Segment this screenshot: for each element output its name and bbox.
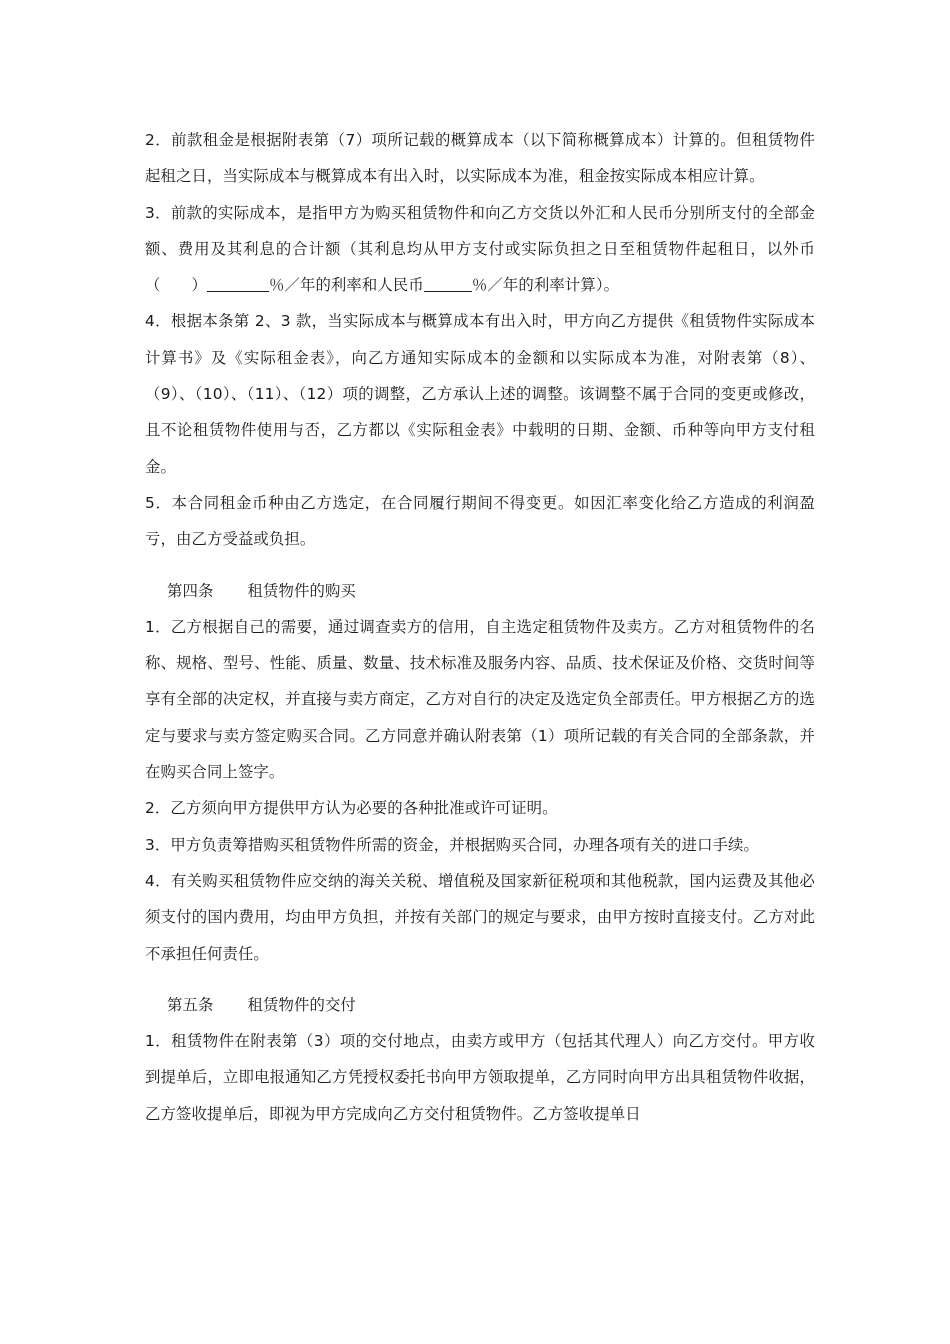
paragraph-article4-4: 4．有关购买租赁物件应交纳的海关关税、增值税及国家新征税项和其他税款，国内运费及其他必须支付的国内费用，均由甲方负担，并按有关部门的规定与要求，由甲方按时直接支付。乙方对此不承担任何责任。	[145, 871, 815, 963]
article5-number: 第五条	[167, 995, 214, 1014]
article5-title: 租赁物件的交付	[247, 995, 356, 1014]
article4-number: 第四条	[167, 581, 214, 600]
paragraph-article4-1: 1．乙方根据自己的需要，通过调查卖方的信用，自主选定租赁物件及卖方。乙方对租赁物件的名称、规格、型号、性能、质量、数量、技术标准及服务内容、品质、技术保证及价格、交货时间等享有全部的决定权，并直接与卖方商定，乙方对自行的决定及选定负全部责任。甲方根据乙方的选定与要求与卖方签定购买合同。乙方同意并确认附表第（1）项所记载的有关合同的全部条款，并在购买合同上签字。	[145, 617, 815, 782]
foreign-rate-blank	[207, 275, 269, 292]
article4-heading	[145, 573, 815, 609]
article3-3-text-b: ％／年的利率和人民币	[268, 276, 424, 295]
contract-body	[145, 122, 815, 1132]
paragraph-article3-3	[145, 195, 815, 304]
article4-title: 租赁物件的购买	[247, 581, 356, 600]
rmb-rate-blank	[424, 275, 472, 292]
paragraph-article3-2: 2．前款租金是根据附表第（7）项所记载的概算成本（以下简称概算成本）计算的。但租赁物件起租之日，当实际成本与概算成本有出入时，以实际成本为准，租金按实际成本相应计算。	[145, 131, 815, 186]
paragraph-article3-5: 5．本合同租金币种由乙方选定，在合同履行期间不得变更。如因汇率变化给乙方造成的利润盈亏，由乙方受益或负担。	[145, 493, 815, 549]
article3-3-text-a: 3．前款的实际成本，是指甲方为购买租赁物件和向乙方交货以外汇和人民币分别所支付的全部金额、费用及其利息的合计额（其利息均从甲方支付或实际负担之日至租赁物件起租日，以外币（ ）	[145, 203, 815, 295]
paragraph-article3-4: 4．根据本条第 2、3 款，当实际成本与概算成本有出入时，甲方向乙方提供《租赁物件实际成本计算书》及《实际租金表》，向乙方通知实际成本的金额和以实际成本为准，对附表第（8）、（9）、（10）、（11）、（12）项的调整，乙方承认上述的调整。该调整不属于合同的变更或修改，且不论租赁物件使用与否，乙方都以《实际租金表》中载明的日期、金额、币种等向甲方支付租金。	[145, 312, 815, 476]
article3-3-text-c: ％／年的利率计算）。	[471, 276, 620, 295]
paragraph-article5-1: 1．租赁物件在附表第（3）项的交付地点，由卖方或甲方（包括其代理人）向乙方交付。甲方收到提单后，立即电报通知乙方凭授权委托书向甲方领取提单，乙方同时向甲方出具租赁物件收据，乙方签收提单后，即视为甲方完成向乙方交付租赁物件。乙方签收提单日	[145, 1032, 815, 1123]
paragraph-article4-3: 3．甲方负责筹措购买租赁物件所需的资金，并根据购买合同，办理各项有关的进口手续。	[145, 835, 760, 854]
paragraph-article4-2: 2．乙方须向甲方提供甲方认为必要的各种批准或许可证明。	[145, 799, 558, 818]
article5-heading	[145, 987, 815, 1023]
